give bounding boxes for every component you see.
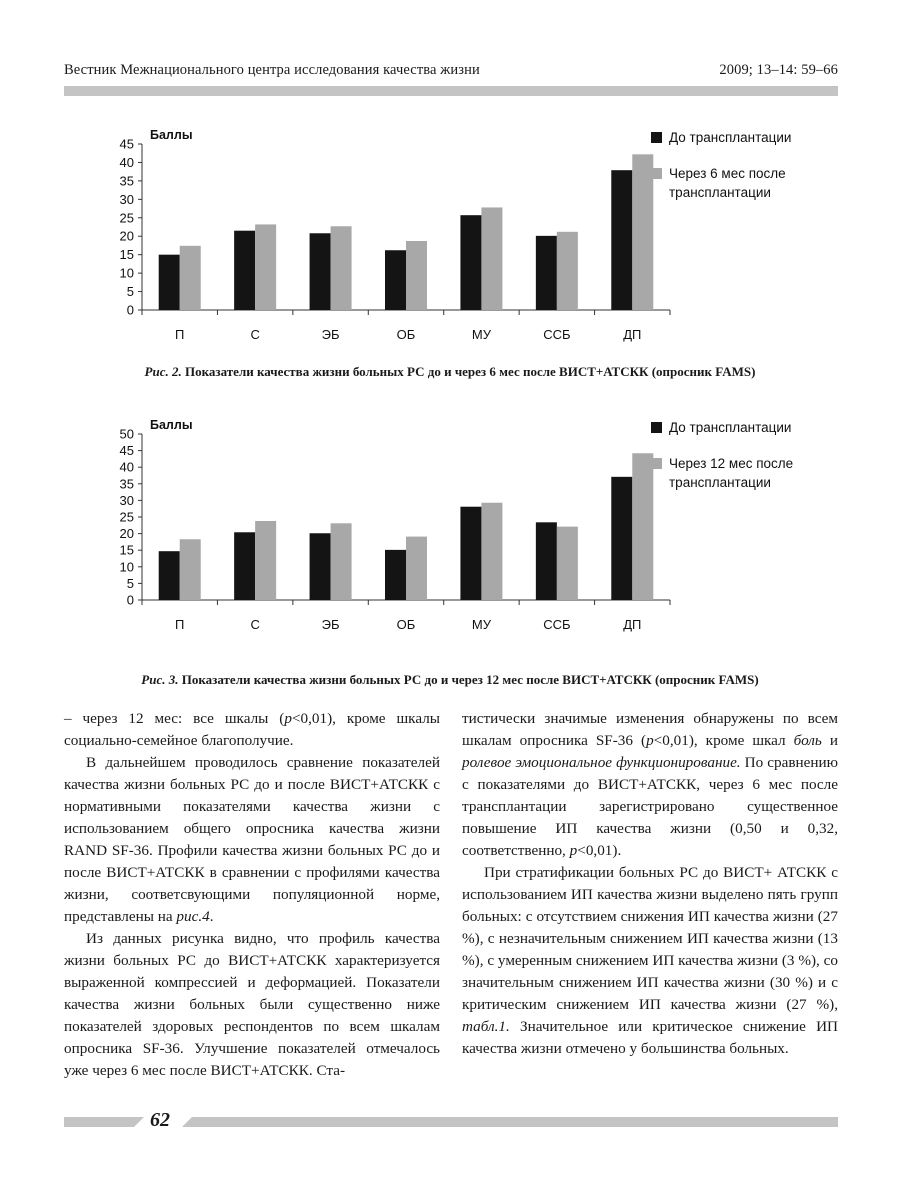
bar-before-6 xyxy=(536,522,557,600)
paragraph xyxy=(64,708,440,752)
figure-2-label: Рис. 2. xyxy=(144,364,182,379)
bar-after-6 xyxy=(557,527,578,600)
bar-after-5 xyxy=(481,207,502,310)
y-tick-label: 45 xyxy=(119,136,134,152)
paragraph xyxy=(64,752,440,928)
header-rule xyxy=(64,86,838,96)
legend-swatch-1 xyxy=(651,422,662,433)
y-tick-label: 15 xyxy=(119,247,134,263)
text-column-left xyxy=(64,708,440,1082)
y-axis-title: Баллы xyxy=(150,128,193,142)
italic-run: p xyxy=(646,732,654,749)
y-tick-label: 35 xyxy=(119,173,134,189)
y-tick-label: 35 xyxy=(119,476,134,492)
italic-run: p xyxy=(284,710,292,727)
italic-run: p xyxy=(569,842,578,859)
y-tick-label: 40 xyxy=(119,154,134,170)
footer-rule-left xyxy=(64,1117,134,1127)
text-run: По сравнению с показателями до ВИСТ+АТСКК, через 6 мес после трансплантации зарегистрировано существенное повышение ИП качества жизни (0,50 и 0,32, соответственно, xyxy=(462,754,838,859)
figure-2-svg xyxy=(90,122,810,372)
running-head xyxy=(64,62,838,84)
legend-swatch-2 xyxy=(651,168,662,179)
x-tick-label: ССБ xyxy=(543,617,571,632)
paragraph xyxy=(462,862,838,1060)
x-tick-label: МУ xyxy=(471,327,491,342)
x-tick-label: ЭБ xyxy=(321,327,340,342)
bar-before-1 xyxy=(159,255,180,310)
footer-rule-right xyxy=(192,1117,838,1127)
y-tick-label: 20 xyxy=(119,526,134,542)
figure-3-label: Рис. 3. xyxy=(141,672,179,687)
y-tick-label: 20 xyxy=(119,228,134,244)
figure-3-caption xyxy=(60,672,840,688)
text-run: Из данных рисунка видно, что профиль качества жизни больных РС до ВИСТ+АТСКК характеризуется выраженной компрессией и деформацией. Показатели качества жизни больных были существенно ниже показателей здоровых респондентов по всем шкалам опросника SF-36. Улучшение показателей отмечалось уже через 6 мес после ВИСТ+АТСКК. Ста- xyxy=(64,930,440,1079)
y-tick-label: 30 xyxy=(119,191,134,207)
bar-before-7 xyxy=(611,477,632,600)
bar-after-6 xyxy=(557,232,578,310)
legend-label: Через 12 мес после xyxy=(669,456,794,471)
x-tick-label: ССБ xyxy=(543,327,571,342)
legend-label: трансплантации xyxy=(669,475,771,490)
x-tick-label: С xyxy=(250,617,260,632)
figure-3-caption-text: Показатели качества жизни больных РС до и через 12 мес после ВИСТ+АТСКК (опросник FAMS) xyxy=(181,672,759,687)
page-number: 62 xyxy=(150,1109,170,1131)
text-run: <0,01). xyxy=(577,842,622,859)
issue-info: 2009; 13–14: 59–66 xyxy=(719,62,838,78)
bar-before-5 xyxy=(460,507,481,600)
bar-before-2 xyxy=(234,231,255,310)
bar-before-4 xyxy=(385,550,406,600)
legend-swatch-2 xyxy=(651,458,662,469)
text-run: Значительное или критическое снижение ИП качества жизни отмечено у большинства больных. xyxy=(462,1018,838,1057)
y-tick-label: 10 xyxy=(119,265,134,281)
legend-label: трансплантации xyxy=(669,185,771,200)
y-tick-label: 5 xyxy=(126,284,134,300)
legend-label: До трансплантации xyxy=(669,420,792,435)
bar-after-7 xyxy=(632,453,653,600)
y-tick-label: 25 xyxy=(119,509,134,525)
bar-after-7 xyxy=(632,154,653,310)
bar-after-1 xyxy=(180,539,201,600)
y-tick-label: 15 xyxy=(119,542,134,558)
paragraph xyxy=(462,708,838,862)
x-tick-label: П xyxy=(175,327,185,342)
y-tick-label: 50 xyxy=(119,426,134,442)
bar-before-3 xyxy=(310,533,331,600)
x-tick-label: ДП xyxy=(623,617,642,632)
journal-title: Вестник Межнационального центра исследования качества жизни xyxy=(64,62,480,78)
legend-label: Через 6 мес после xyxy=(669,166,786,181)
italic-run: табл.1. xyxy=(462,1018,510,1035)
bar-after-2 xyxy=(255,521,276,600)
text-run: тистически значимые изменения обнаружены по всем шкалам опросника SF-36 ( xyxy=(462,710,838,749)
y-axis-title: Баллы xyxy=(150,418,193,432)
x-tick-label: МУ xyxy=(471,617,491,632)
paragraph xyxy=(64,928,440,1082)
figure-2-caption xyxy=(60,364,840,380)
bar-after-4 xyxy=(406,241,427,310)
bar-before-2 xyxy=(234,532,255,600)
text-run: <0,01), кроме шкал xyxy=(653,732,794,749)
x-tick-label: ЭБ xyxy=(321,617,340,632)
text-run: В дальнейшем проводилось сравнение показателей качества жизни больных РС до и после ВИСТ+АТСКК с нормативными показателями качества жизни с использованием общего опросника качества жизни RAND SF-36. Профили качества жизни больных РС до и после ВИСТ+АТСКК в сравнении с профилями качества жизни, соответсвующими популяционной норме, представлены на xyxy=(64,754,440,925)
y-tick-label: 25 xyxy=(119,210,134,226)
y-tick-label: 45 xyxy=(119,443,134,459)
bar-before-4 xyxy=(385,250,406,310)
text-run: . xyxy=(209,908,214,925)
y-tick-label: 40 xyxy=(119,459,134,475)
text-column-right xyxy=(462,708,838,1060)
y-tick-label: 30 xyxy=(119,492,134,508)
figure-2-chart xyxy=(90,122,810,372)
bar-before-7 xyxy=(611,170,632,310)
y-tick-label: 10 xyxy=(119,559,134,575)
bar-before-6 xyxy=(536,236,557,310)
x-tick-label: С xyxy=(250,327,260,342)
legend-label: До трансплантации xyxy=(669,130,792,145)
bar-after-1 xyxy=(180,246,201,310)
bar-after-4 xyxy=(406,537,427,600)
text-run: При стратификации больных РС до ВИСТ+ АТСКК с использованием ИП качества жизни выделено пять групп больных: с отсутствием снижения ИП качества жизни (27 %), с незначительным снижением ИП качества жизни (13 %), с умеренным снижением ИП качества жизни (3 %), со значительным снижением ИП качества жизни (30 %) и с критическим снижением ИП качества жизни (27 %), xyxy=(462,864,838,1013)
bar-before-5 xyxy=(460,215,481,310)
legend-swatch-1 xyxy=(651,132,662,143)
y-tick-label: 5 xyxy=(126,575,134,591)
text-run: и xyxy=(821,732,838,749)
italic-run: ролевое эмоциональное функционирование. xyxy=(462,754,741,771)
bar-before-1 xyxy=(159,551,180,600)
page-footer xyxy=(64,1109,838,1131)
x-tick-label: ОБ xyxy=(396,327,416,342)
figure-3-svg xyxy=(90,412,810,662)
figure-3-chart xyxy=(90,412,810,662)
figure-2-caption-text: Показатели качества жизни больных РС до и через 6 мес после ВИСТ+АТСКК (опросник FAMS) xyxy=(185,364,756,379)
bar-after-5 xyxy=(481,503,502,600)
bar-after-3 xyxy=(331,226,352,310)
bar-after-3 xyxy=(331,523,352,600)
x-tick-label: ОБ xyxy=(396,617,416,632)
italic-run: боль xyxy=(793,732,822,749)
y-tick-label: 0 xyxy=(126,592,134,608)
bar-after-2 xyxy=(255,224,276,310)
text-run: – через 12 мес: все шкалы ( xyxy=(64,710,285,727)
x-tick-label: ДП xyxy=(623,327,642,342)
y-tick-label: 0 xyxy=(126,302,134,318)
italic-run: рис.4 xyxy=(176,908,210,925)
bar-before-3 xyxy=(310,233,331,310)
x-tick-label: П xyxy=(175,617,185,632)
text-run: <0,01), кроме шкалы социально-семейное благополучие. xyxy=(64,710,440,749)
